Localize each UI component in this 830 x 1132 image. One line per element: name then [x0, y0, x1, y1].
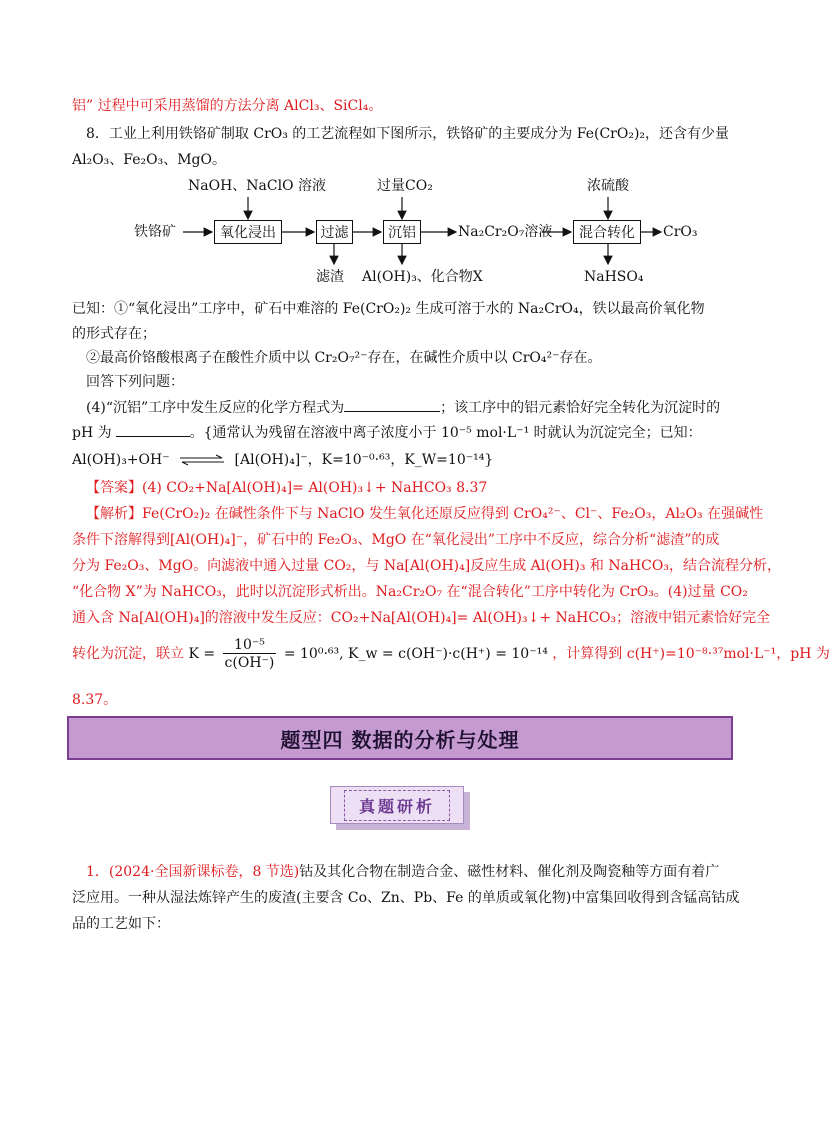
flow-box-mixing-conversion: 混合转化 — [573, 220, 641, 244]
analysis-line-4: “化合物 X”为 NaHCO₃，此时以沉淀形式析出。Na₂Cr₂O₇ 在“混合转化”工序中转化为 CrO₃。(4)过量 CO₂ — [72, 584, 748, 600]
flow-output-residue: 滤渣 — [316, 269, 344, 285]
analysis-line-3: 分为 Fe₂O₃、MgO。向滤液中通入过量 CO₂，与 Na[Al(OH)₄]反应生成 Al(OH)₃ 和 NaHCO₃，结合流程分析， — [72, 558, 781, 574]
answer-prompt: 回答下列问题： — [86, 374, 184, 390]
known-1-cont: 的形式存在； — [72, 326, 156, 342]
question-1-line2: 泛应用。一种从湿法炼锌产生的废渣(主要含 Co、Zn、Pb、Fe 的单质或氧化物)中富集回收得到含锰高钴成 — [72, 890, 740, 906]
question-8-intro-cont: Al₂O₃、Fe₂O₃、MgO。 — [72, 152, 226, 168]
section-banner — [67, 716, 733, 760]
flow-box-aluminum-precipitation: 沉铝 — [383, 220, 421, 244]
real-question-tag — [330, 786, 470, 830]
equilibrium-arrows-icon — [178, 454, 226, 466]
question-1-line3: 品的工艺如下： — [72, 916, 170, 932]
flow-box-oxidation-leach: 氧化浸出 — [214, 220, 282, 244]
analysis-line-6: 转化为沉淀，联立 K = $\frac{\text{10⁻⁵}}{c(OH^-)}$ = 10⁰·⁶³, K_w = c(OH⁻)·c(H⁺) = 10⁻¹⁴ ，计算得到 c(H⁺)=10⁻⁸·³⁷mol·L⁻¹，pH 为 — [72, 636, 830, 671]
flow-input-co2: 过量CO₂ — [377, 178, 433, 194]
equilibrium-line: Al(OH)₃+OH⁻ [Al(OH)₄]⁻，K=10⁻⁰·⁶³，K_W=10⁻¹⁴} — [72, 452, 494, 468]
flow-input-naoh-naclo: NaOH、NaClO 溶液 — [188, 178, 326, 194]
flow-start-label: 铁铬矿 — [134, 224, 176, 240]
analysis-last: 8.37。 — [72, 692, 118, 708]
question-8-intro: 8．工业上利用铁铬矿制取 CrO₃ 的工艺流程如下图所示，铁铬矿的主要成分为 Fe(CrO₂)₂，还含有少量 — [86, 126, 730, 142]
question-1-source: 1．(2024·全国新课标卷，8 节选) — [86, 864, 300, 880]
flow-output-nahso4: NaHSO₄ — [584, 269, 644, 285]
known-1: 已知：①“氧化浸出”工序中，矿石中难溶的 Fe(CrO₂)₂ 生成可溶于水的 Na₂CrO₄，铁以最高价氧化物 — [72, 301, 705, 317]
flow-box-filter: 过滤 — [316, 220, 353, 244]
carryover-line: 铝” 过程中可采用蒸馏的方法分离 AlCl₃、SiCl₄。 — [72, 98, 383, 114]
flow-end-cro3: CrO₃ — [663, 224, 698, 240]
analysis-line-2: 条件下溶解得到[Al(OH)₄]⁻，矿石中的 Fe₂O₃、MgO 在“氧化浸出”工序中不反应，综合分析“滤渣”的成 — [72, 532, 720, 548]
known-2: ②最高价铬酸根离子在酸性介质中以 Cr₂O₇²⁻存在，在碱性介质中以 CrO₄²⁻存在。 — [86, 350, 602, 366]
answer-blank-ph[interactable] — [116, 422, 190, 437]
answer-blank-equation[interactable] — [344, 397, 440, 412]
equation-formula: K = $\frac{\text{10⁻⁵}}{c(OH^-)}$ = 10⁰·⁶³, K_w = c(OH⁻)·c(H⁺) = 10⁻¹⁴ — [188, 636, 548, 671]
analysis-line-1: 【解析】Fe(CrO₂)₂ 在碱性条件下与 NaClO 发生氧化还原反应得到 CrO₄²⁻、Cl⁻、Fe₂O₃，Al₂O₃ 在强碱性 — [86, 506, 764, 522]
question-1-line1: 1．(2024·全国新课标卷，8 节选)钴及其化合物在制造合金、磁性材料、催化剂及陶瓷釉等方面有着广 — [86, 864, 720, 880]
question-4-line2: pH 为 。{通常认为残留在溶液中离子浓度小于 10⁻⁵ mol·L⁻¹ 时就认为沉淀完全；已知： — [72, 422, 702, 443]
flow-chart-arrows — [0, 0, 800, 300]
section-title: 题型四 数据的分析与处理 — [280, 727, 520, 752]
tag-label: 真题研析 — [344, 790, 450, 821]
analysis-line-5: 通入含 Na[Al(OH)₄]的溶液中发生反应：CO₂+Na[Al(OH)₄]= Al(OH)₃↓+ NaHCO₃；溶液中铝元素恰好完全 — [72, 610, 771, 626]
answer-line: 【答案】(4) CO₂+Na[Al(OH)₄]= Al(OH)₃↓+ NaHCO₃ 8.37 — [86, 480, 488, 496]
flow-output-aloh3: Al(OH)₃、化合物X — [362, 269, 483, 285]
flow-input-sulfuric-acid: 浓硫酸 — [587, 178, 629, 194]
flow-mid-dichromate: Na₂Cr₂O₇溶液 — [458, 224, 553, 240]
question-4-line1: (4)“沉铝”工序中发生反应的化学方程式为 ；该工序中的铝元素恰好完全转化为沉淀时的 — [86, 397, 720, 418]
